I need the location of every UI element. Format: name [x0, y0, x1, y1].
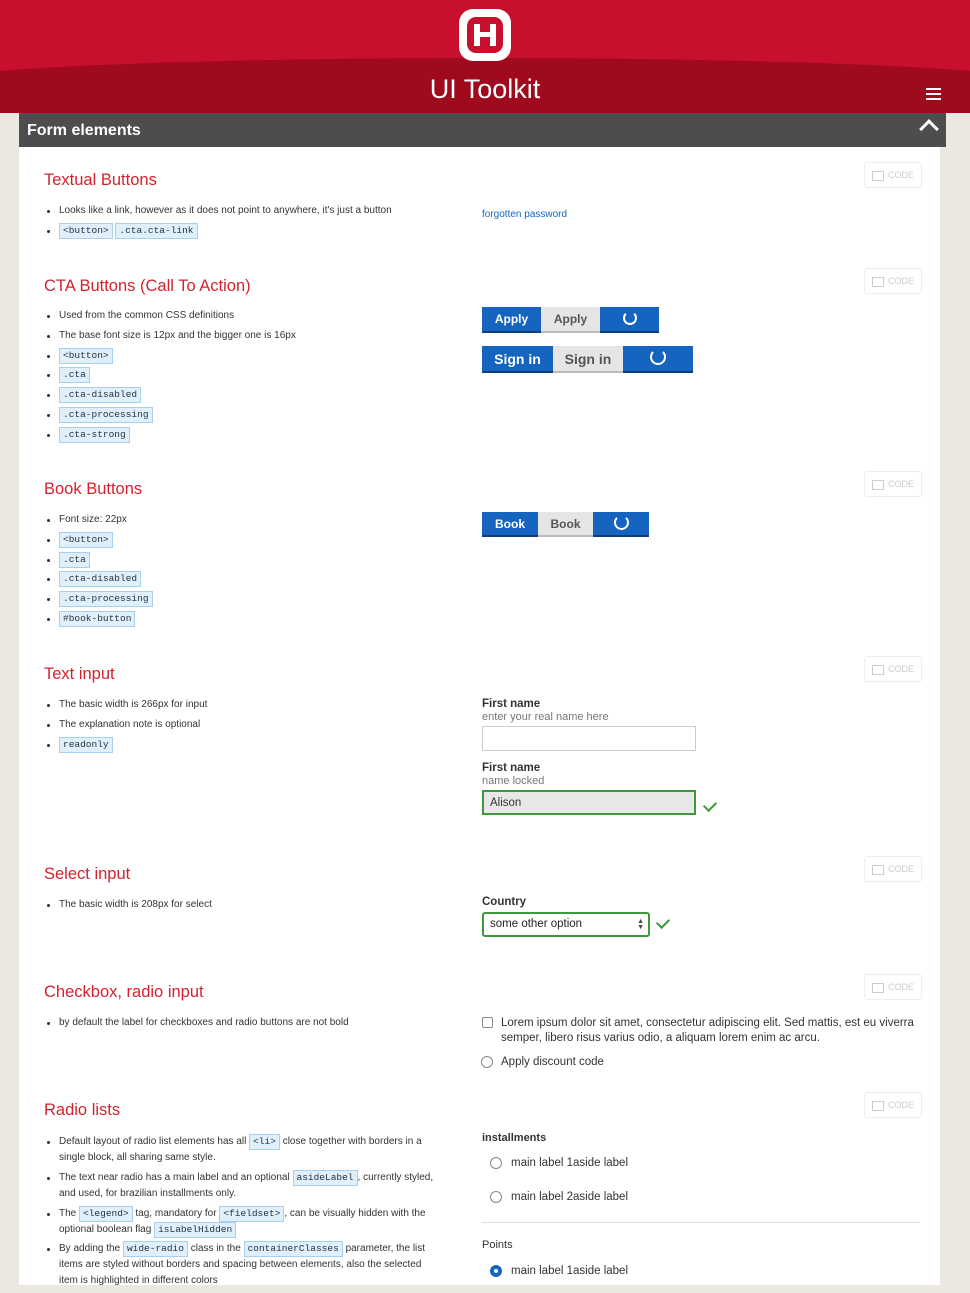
code-tag: #book-button	[59, 611, 135, 627]
note	[59, 571, 459, 587]
note: The explanation note is optional	[59, 717, 459, 733]
note: By adding the wide-radio class in the containerClasses parameter, the list items are styled without borders and spacing between elements, also the selected item is highlighted in different colors	[59, 1241, 434, 1289]
code-button[interactable]: CODE	[864, 268, 922, 294]
code-tag: <li>	[249, 1134, 280, 1150]
code-tag: <button>	[59, 532, 113, 548]
note	[59, 427, 459, 443]
code-tag: .cta	[59, 367, 90, 383]
block-title: Radio lists	[44, 1101, 121, 1119]
code-tag: <legend>	[79, 1206, 133, 1222]
note: The basic width is 208px for select	[59, 897, 459, 913]
country-label: Country	[482, 896, 527, 908]
note	[59, 387, 459, 403]
note: The <legend> tag, mandatory for <fieldset> , can be visually hidden with the optional boolean flag isLabelHidden	[59, 1206, 434, 1238]
note	[59, 348, 459, 364]
notes-list	[59, 1134, 434, 1293]
note	[59, 407, 459, 423]
book-icon	[872, 171, 884, 181]
checkbox[interactable]	[482, 1017, 493, 1028]
note: Looks like a link, however as it does not point to anywhere, it's just a button	[59, 203, 459, 219]
note	[59, 737, 459, 753]
hotels-logo-icon[interactable]	[459, 9, 511, 61]
notes-list	[59, 512, 459, 631]
notes-list	[59, 308, 459, 447]
select-arrows-icon: ▲ ▼	[637, 918, 644, 931]
hamburger-menu-icon[interactable]	[926, 88, 941, 101]
code-tag: .cta-processing	[59, 407, 153, 423]
book-icon	[872, 665, 884, 675]
discount-radio-label: Apply discount code	[501, 1056, 604, 1068]
note	[59, 591, 459, 607]
forgotten-password-button[interactable]: forgotten password	[482, 209, 568, 220]
code-tag: wide-radio	[123, 1241, 188, 1257]
code-tag: <fieldset>	[219, 1206, 284, 1222]
divider	[482, 1222, 920, 1223]
code-tag: readonly	[59, 737, 113, 753]
note	[59, 223, 459, 239]
note: Used from the common CSS definitions	[59, 308, 459, 324]
code-tag: .cta-disabled	[59, 387, 141, 403]
note	[59, 367, 459, 383]
apply-button[interactable]: Apply	[482, 307, 541, 333]
checkmark-icon	[656, 915, 670, 929]
checkbox-label: Lorem ipsum dolor sit amet, consectetur adipiscing elit. Sed mattis, est eu viverra semper, libero risus varius odio, a aliquam lorem enim ac arcu.	[501, 1017, 914, 1044]
book-icon	[872, 480, 884, 490]
app-title: UI Toolkit	[429, 74, 541, 104]
code-tag: isLabelHidden	[154, 1222, 236, 1238]
first-name-locked-label: First name	[482, 762, 541, 774]
code-tag: <button>	[59, 348, 113, 364]
book-button-processing[interactable]	[593, 512, 649, 537]
code-button[interactable]: CODE	[864, 656, 922, 682]
block-title: Book Buttons	[44, 480, 143, 498]
chevron-up-icon[interactable]	[919, 119, 939, 139]
book-icon	[872, 277, 884, 287]
first-name-note: enter your real name here	[482, 711, 609, 723]
first-name-input[interactable]	[482, 726, 696, 751]
refresh-icon	[650, 349, 666, 365]
code-button[interactable]: CODE	[864, 1092, 922, 1118]
code-tag: asideLabel	[293, 1170, 358, 1186]
sign-in-button-disabled[interactable]: Sign in	[553, 346, 623, 373]
book-icon	[872, 865, 884, 875]
block-title: Text input	[44, 665, 115, 683]
notes-list	[59, 897, 459, 917]
installments-legend: installments	[482, 1132, 547, 1144]
note	[59, 532, 459, 548]
code-tag: .cta-processing	[59, 591, 153, 607]
radio-option-label: main label 2aside label	[511, 1191, 628, 1203]
apply-button-disabled[interactable]: Apply	[541, 307, 600, 333]
installment-radio-1[interactable]	[490, 1157, 502, 1169]
country-select[interactable]	[482, 912, 650, 937]
note: Font size: 22px	[59, 512, 459, 528]
code-tag: .cta.cta-link	[115, 223, 197, 239]
country-select-value: some other option	[490, 918, 583, 930]
book-button-disabled[interactable]: Book	[538, 512, 593, 537]
code-tag: .cta	[59, 552, 90, 568]
code-button[interactable]: CODE	[864, 974, 922, 1000]
note: The text near radio has a main label and an optional asideLabel , currently styled, and used, for brazilian installments only.	[59, 1170, 434, 1202]
installment-radio-2[interactable]	[490, 1191, 502, 1203]
code-button[interactable]: CODE	[864, 162, 922, 188]
block-title: CTA Buttons (Call To Action)	[44, 277, 251, 295]
code-tag: <button>	[59, 223, 113, 239]
checkmark-icon	[703, 798, 717, 812]
radio-option-label: main label 1aside label	[511, 1157, 628, 1169]
block-title: Textual Buttons	[44, 171, 157, 189]
radio-option-label: main label 1aside label	[511, 1265, 628, 1277]
note	[59, 552, 459, 568]
book-icon	[872, 1101, 884, 1111]
points-legend: Points	[482, 1239, 513, 1251]
apply-button-processing[interactable]	[600, 307, 659, 333]
book-button[interactable]: Book	[482, 512, 538, 537]
first-name-locked-note: name locked	[482, 775, 545, 787]
code-tag: .cta-strong	[59, 427, 130, 443]
discount-radio[interactable]	[481, 1056, 493, 1068]
notes-list	[59, 203, 459, 243]
note: The basic width is 266px for input	[59, 697, 459, 713]
section-title: Form elements	[27, 122, 141, 139]
refresh-icon	[623, 311, 637, 325]
note: The base font size is 12px and the bigger one is 16px	[59, 328, 459, 344]
first-name-label: First name	[482, 698, 541, 710]
code-tag: containerClasses	[244, 1241, 343, 1257]
refresh-icon	[614, 515, 629, 530]
sign-in-button-processing[interactable]	[623, 346, 693, 373]
book-icon	[872, 983, 884, 993]
note: Default layout of radio list elements has all <li> close together with borders in a single block, all sharing same style.	[59, 1134, 434, 1166]
block-title: Checkbox, radio input	[44, 983, 204, 1001]
content-panel	[19, 147, 940, 1285]
notes-list	[59, 1015, 459, 1035]
sign-in-button[interactable]: Sign in	[482, 346, 553, 373]
first-name-readonly-input[interactable]	[482, 790, 696, 815]
block-title: Select input	[44, 865, 131, 883]
code-button[interactable]: CODE	[864, 856, 922, 882]
code-button[interactable]: CODE	[864, 471, 922, 497]
notes-list	[59, 697, 459, 756]
app-header	[0, 0, 970, 113]
code-tag: .cta-disabled	[59, 571, 141, 587]
note: by default the label for checkboxes and radio buttons are not bold	[59, 1015, 459, 1031]
note	[59, 611, 459, 627]
form-elements-accordion[interactable]	[19, 113, 946, 147]
points-radio-1[interactable]	[490, 1265, 502, 1277]
